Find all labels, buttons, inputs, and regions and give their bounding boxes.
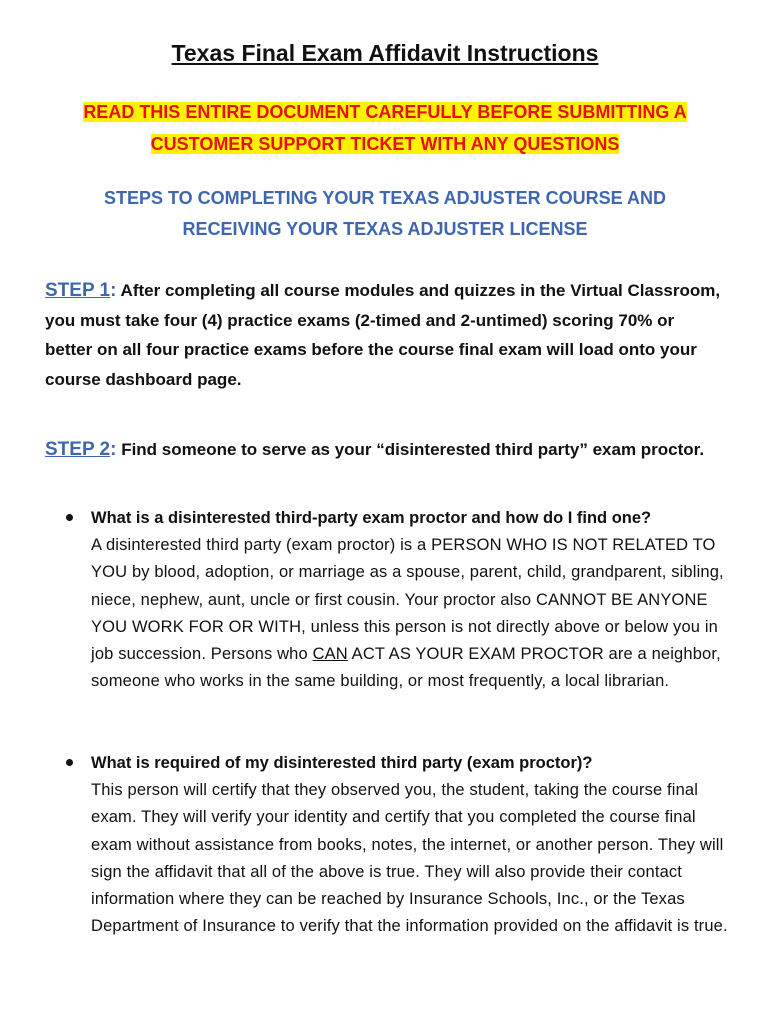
bullet-question: What is a disinterested third-party exam proctor and how do I find one? [91,509,652,527]
steps-heading [40,183,730,245]
step-2-label: STEP 2: [45,439,117,460]
warning-line-1: READ THIS ENTIRE DOCUMENT CAREFULLY BEFORE SUBMITTING A [83,102,687,122]
step-1-text: After completing all course modules and quizzes in the Virtual Classroom, you must take four (4) practice exams (2-timed and 2-untimed) scoring 70% or better on all four practice exams before the course final exam will load onto your course dashboard page. [45,281,721,389]
list-item [66,750,736,940]
bullet-dot-icon [66,514,73,521]
bullet-dot-icon [66,759,73,766]
warning-line-2: CUSTOMER SUPPORT TICKET WITH ANY QUESTIONS [150,134,620,154]
bullet-answer: This person will certify that they observed you, the student, taking the course final exam. They will verify your identity and certify that you completed the course final exam without assistance from books, notes, the internet, or another person. They will sign the affidavit that all of the above is true. They will also provide their contact information where they can be reached by Insurance Schools, Inc., or the Texas Department of Insurance to verify that the information provided on the affidavit is true. [91,781,728,936]
warning-notice [40,96,730,160]
step-2 [45,435,725,465]
list-item [66,505,736,695]
bullet-question: What is required of my disinterested third party (exam proctor)? [91,754,593,772]
step-1-label: STEP 1: [45,280,117,301]
steps-heading-line-1: STEPS TO COMPLETING YOUR TEXAS ADJUSTER COURSE AND [103,188,667,208]
document-title: Texas Final Exam Affidavit Instructions [171,40,599,66]
underlined-can: CAN [312,645,348,664]
step-2-text: Find someone to serve as your “disinterested third party” exam proctor. [116,440,705,459]
step-1 [45,276,725,394]
bullet-answer: A disinterested third party (exam proctor) is a PERSON WHO IS NOT RELATED TO YOU by blood, adoption, or marriage as a spouse, parent, child, grandparent, sibling, niece, nephew, aunt, uncle or first cousin. Your proctor also CANNOT BE ANYONE YOU WORK FOR OR WITH, unless this person is not directly above or below you in job succession. Persons who CAN ACT AS YOUR EXAM PROCTOR are a neighbor, someone who works in the same building, or most frequently, a local librarian. [91,536,724,691]
steps-heading-line-2: RECEIVING YOUR TEXAS ADJUSTER LICENSE [182,219,588,239]
